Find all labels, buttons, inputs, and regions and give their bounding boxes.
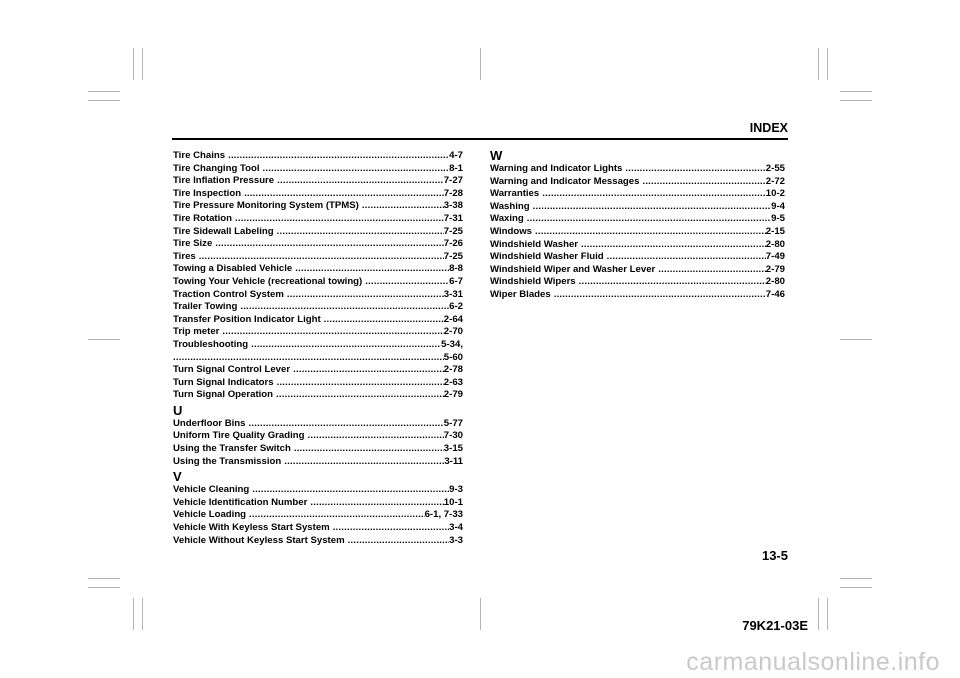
dot-leader [527,213,771,226]
index-entry [173,535,463,548]
index-entry-page: 7-49 [765,251,785,263]
dot-leader [324,314,444,327]
index-entry-label: Tires [173,250,196,262]
index-entry [173,352,463,365]
index-entry-page: 3-3 [449,534,463,546]
index-entry [173,364,463,377]
index-entry-label: Warning and Indicator Messages [490,175,640,187]
index-entry-page: 2-64 [443,313,463,325]
index-section-u [173,418,463,468]
dot-leader [215,238,444,251]
dot-leader [579,276,766,289]
index-entry-page: 7-28 [443,187,463,199]
index-entry-label: Vehicle Identification Number [173,496,308,508]
index-entry-page: 5-77 [443,417,463,429]
index-entry [173,509,463,522]
index-entry [173,276,463,289]
index-entry [173,213,463,226]
index-entry [173,175,463,188]
dot-leader [173,352,444,365]
index-entry-label: Turn Signal Indicators [173,376,274,388]
index-entry [490,264,785,277]
index-entry-page: 7-25 [443,225,463,237]
dot-leader [542,188,766,201]
dot-leader [310,497,443,510]
crop-mark [840,100,872,101]
index-entry-page: 3-31 [443,288,463,300]
index-entry-page: 2-78 [443,364,463,376]
dot-leader [277,175,444,188]
index-entry-label: Using the Transmission [173,455,282,467]
index-entry-page: 9-3 [449,484,463,496]
index-entry-label: Windshield Washer [490,238,579,250]
dot-leader [554,289,766,302]
index-entry-page: 10-1 [443,496,463,508]
crop-mark [88,339,120,340]
dot-leader [251,339,441,352]
index-entry-label: Troubleshooting [173,338,249,350]
index-entry-label: Vehicle Cleaning [173,484,250,496]
crop-mark [840,587,872,588]
crop-mark [88,100,120,101]
dot-leader [295,263,449,276]
dot-leader [533,201,772,214]
index-entry [490,239,785,252]
index-entry-page: 8-8 [449,263,463,275]
index-entry-page: 2-80 [765,276,785,288]
dot-leader [287,289,444,302]
index-entry-label: Trip meter [173,326,220,338]
index-entry [173,263,463,276]
index-entry-page: 6-2 [449,301,463,313]
index-entry-label: Warning and Indicator Lights [490,163,623,174]
crop-mark [142,48,143,80]
dot-leader [249,418,444,431]
index-entry-label: Vehicle Loading [173,509,247,521]
page-number: 13-5 [761,548,788,563]
index-entry [173,497,463,510]
index-entry-label: Tire Changing Tool [173,162,260,174]
index-entry [490,276,785,289]
dot-leader [240,301,449,314]
index-entry-label: Trailer Towing [173,301,238,313]
dot-leader [199,251,444,264]
dot-leader [607,251,766,264]
dot-leader [293,364,444,377]
index-entry-page: 6-1, 7-33 [424,509,463,521]
index-entry-page: 8-1 [449,162,463,174]
index-entry-page: 7-26 [443,238,463,250]
crop-mark [88,91,120,92]
dot-leader [276,389,444,402]
index-entry [490,163,785,176]
dot-leader [581,239,766,252]
index-entry-page: 2-79 [765,263,785,275]
index-entry-label: Tire Rotation [173,212,232,224]
index-entry [173,188,463,201]
index-entry-page: 9-4 [771,200,785,212]
dot-leader [244,188,444,201]
index-entry [490,188,785,201]
index-entry-label: Turn Signal Control Lever [173,364,291,376]
index-entry-label: Transfer Position Indicator Light [173,313,321,325]
index-entry-page: 2-70 [443,326,463,338]
index-entry [490,201,785,214]
index-entry [173,430,463,443]
index-entry-page: 7-25 [443,250,463,262]
index-entry [490,251,785,264]
crop-mark [840,578,872,579]
section-letter-u: U [173,402,183,418]
crop-mark [480,598,481,630]
section-letter-w: W [490,148,503,163]
index-entry-page: 9-5 [771,213,785,225]
index-entry-page: 6-7 [449,275,463,287]
crop-mark [133,48,134,80]
index-entry-label: Windows [490,225,533,237]
index-entry-page: 5-34, [441,338,463,350]
index-entry [173,163,463,176]
document-code: 79K21-03E [742,618,808,633]
index-entry-label: Vehicle With Keyless Start System [173,522,330,534]
dot-leader [658,264,766,277]
crop-mark [827,598,828,630]
index-entry-page: 3-4 [449,522,463,534]
index-entry-label: Tire Inspection [173,187,242,199]
crop-mark [142,598,143,630]
index-entry [173,238,463,251]
index-entry [173,226,463,239]
index-entry [490,289,785,302]
index-entry-page: 4-7 [449,150,463,161]
index-entry-page: 3-11 [444,455,463,467]
watermark: carmanualsonline.info [686,648,940,676]
index-entry-label: Windshield Washer Fluid [490,251,604,263]
index-entry-page: 2-63 [443,376,463,388]
index-entry-page: 7-30 [443,430,463,442]
crop-mark [818,48,819,80]
index-entry-page: 2-79 [443,389,463,401]
index-entry-label: Uniform Tire Quality Grading [173,430,305,442]
dot-leader [249,509,425,522]
dot-leader [625,163,765,176]
header-rule [172,138,788,140]
index-entry [173,251,463,264]
dot-leader [235,213,444,226]
index-entry [173,389,463,402]
index-entry [173,326,463,339]
index-entry-label: Traction Control System [173,288,284,300]
index-entry-page: 2-80 [765,238,785,250]
index-column-left [173,150,463,547]
index-entry-page: 2-55 [765,163,785,174]
index-entry-label: Tire Size [173,238,213,250]
crop-mark [480,48,481,80]
section-letter-v: V [173,469,182,485]
crop-mark [827,48,828,80]
dot-leader [333,522,449,535]
index-entry-label: Windshield Wipers [490,276,576,288]
index-entry-label: Turn Signal Operation [173,389,274,401]
index-section-t [173,150,463,402]
index-entry-label: Windshield Wiper and Washer Lever [490,263,656,275]
index-entry-label: Vehicle Without Keyless Start System [173,534,345,546]
index-entry-page: 2-15 [765,225,785,237]
index-entry [173,456,463,469]
crop-mark [133,598,134,630]
dot-leader [535,226,766,239]
index-section-v [173,484,463,547]
index-entry [173,522,463,535]
dot-leader [642,176,765,189]
index-entry-page: 7-31 [443,212,463,224]
index-entry [173,443,463,456]
dot-leader [308,430,444,443]
index-entry-label: Waxing [490,213,524,225]
dot-leader [277,226,444,239]
index-entry [173,150,463,163]
index-entry-label: Wiper Blades [490,288,551,300]
index-entry-label: Washing [490,200,530,212]
index-entry [173,314,463,327]
index-section-w [490,163,785,302]
index-entry-page: 7-46 [765,288,785,300]
index-entry-label: Towing Your Vehicle (recreational towing) [173,275,363,287]
dot-leader [365,276,449,289]
index-entry-label: Tire Pressure Monitoring System (TPMS) [173,200,359,212]
index-column-right [490,150,785,302]
dot-leader [263,163,450,176]
index-entry [173,484,463,497]
index-entry-label: Tire Sidewall Labeling [173,225,274,237]
crop-mark [840,339,872,340]
index-entry-label: Using the Transfer Switch [173,443,291,455]
dot-leader [294,443,444,456]
index-entry-label: Towing a Disabled Vehicle [173,263,293,275]
crop-mark [88,587,120,588]
index-entry [173,289,463,302]
index-entry [173,301,463,314]
index-entry [490,176,785,189]
index-entry-page: 3-38 [443,200,463,212]
index-entry-page: 3-15 [443,443,463,455]
dot-leader [362,200,444,213]
dot-leader [348,535,450,548]
crop-mark [818,598,819,630]
index-entry-page: 5-60 [443,351,463,363]
index-entry-page: 10-2 [765,188,785,200]
page-header-title: INDEX [749,121,788,135]
dot-leader [284,456,444,469]
index-entry-label: Warranties [490,188,540,200]
index-entry [490,226,785,239]
index-entry-label: Tire Chains [173,150,226,161]
index-entry [490,213,785,226]
index-entry-page: 7-27 [443,175,463,187]
dot-leader [252,484,449,497]
index-entry-label: Underfloor Bins [173,417,246,429]
dot-leader [222,326,443,339]
index-entry-page: 2-72 [765,175,785,187]
dot-leader [228,150,449,163]
index-entry [173,418,463,431]
crop-mark [840,91,872,92]
dot-leader [277,377,444,390]
crop-mark [88,578,120,579]
index-entry [173,377,463,390]
index-entry [173,200,463,213]
index-entry [173,339,463,352]
index-entry-label: Tire Inflation Pressure [173,175,275,187]
